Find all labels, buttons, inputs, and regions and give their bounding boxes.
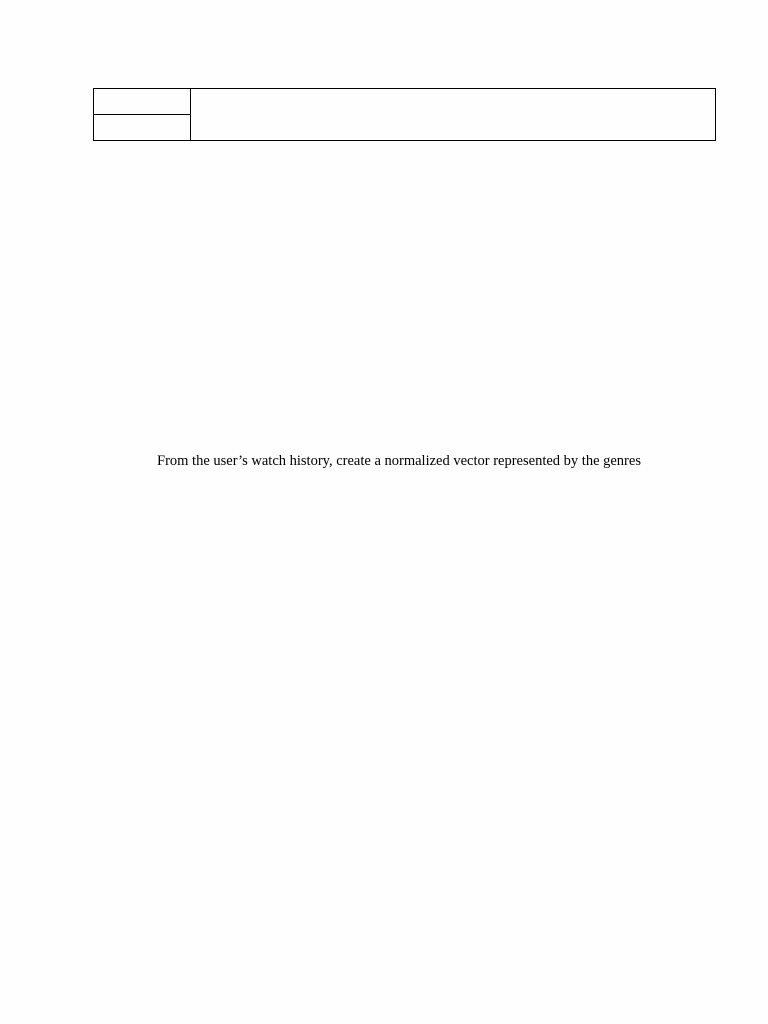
table-cell-bottom-left — [94, 115, 191, 141]
table-row — [94, 89, 716, 115]
header-table — [93, 88, 716, 141]
table-cell-top-left — [94, 89, 191, 115]
body-paragraph: From the user’s watch history, create a normalized vector represented by the genres — [157, 453, 641, 469]
table-cell-right — [191, 89, 716, 141]
